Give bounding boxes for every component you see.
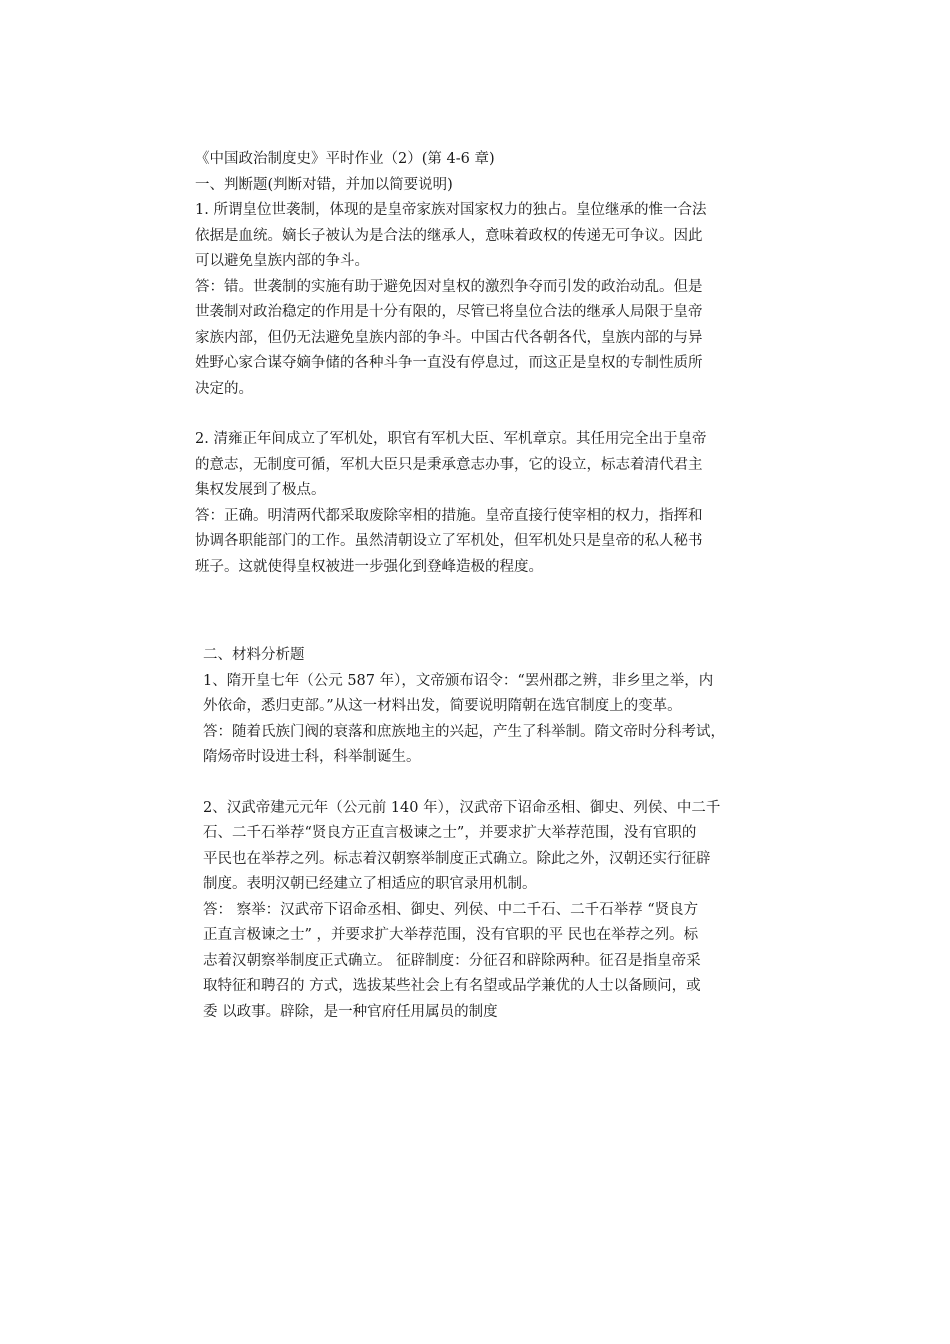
answer-line: 协调各职能部门的工作。虽然清朝设立了军机处，但军机处只是皇帝的私人秘书 <box>195 533 703 549</box>
section-heading-material: 二、材料分析题 <box>203 647 305 663</box>
answer-line: 姓野心家合谋夺嫡争储的各种斗争一直没有停息过，而这正是皇权的专制性质所 <box>195 355 703 371</box>
material-answer-1 <box>203 720 763 771</box>
answer-line: 正直言极谏之士” ，并要求扩大举荐范围，没有官职的平 民也在举荐之列。标 <box>203 927 699 943</box>
answer-line: 取特征和聘召的 方式，选拔某些社会上有名望或品学兼优的人士以备顾问，或 <box>203 978 701 994</box>
question-line: 的意志，无制度可循，军机大臣只是秉承意志办事，它的设立，标志着清代君主 <box>195 456 703 473</box>
answer-line: 隋炀帝时设进士科，科举制诞生。 <box>203 749 421 765</box>
section-heading-judgement: 一、判断题(判断对错，并加以简要说明) <box>195 176 453 193</box>
question-line: 依据是血统。嫡长子被认为是合法的继承人，意味着政权的传递无可争议。因此 <box>195 227 703 244</box>
answer-line: 决定的。 <box>195 380 253 397</box>
answer-2 <box>195 504 755 581</box>
part-two <box>203 643 763 1025</box>
answer-line: 答： 察举：汉武帝下诏命丞相、御史、列侯、中二千石、二千石举荐 “贤良方 <box>203 901 699 918</box>
answer-line: 世袭制对政治稳定的作用是十分有限的，尽管已将皇位合法的继承人局限于皇帝 <box>195 304 703 320</box>
answer-line: 家族内部，但仍无法避免皇族内部的争斗。中国古代各朝各代，皇族内部的与异 <box>195 329 703 346</box>
question-line: 平民也在举荐之列。标志着汉朝察举制度正式确立。除此之外，汉朝还实行征辟 <box>203 850 711 867</box>
question-line: 制度。表明汉朝已经建立了相适应的职官录用机制。 <box>203 876 537 892</box>
question-line: 外依命，悉归吏部。”从这一材料出发，简要说明隋朝在选官制度上的变革。 <box>203 698 682 714</box>
document-title: 《中国政治制度史》平时作业（2）(第 4-6 章) <box>195 151 495 167</box>
question-line: 集权发展到了极点。 <box>195 482 326 498</box>
question-1 <box>195 198 755 275</box>
material-answer-2 <box>203 898 763 1026</box>
question-line: 石、二千石举荐“贤良方正直言极谏之士”，并要求扩大举荐范围，没有官职的 <box>203 825 697 841</box>
spacer <box>195 402 755 427</box>
material-question-1 <box>203 669 763 720</box>
question-line: 2. 清雍正年间成立了军机处，职官有军机大臣、军机章京。其任用完全出于皇帝 <box>195 431 707 447</box>
answer-line: 班子。这就使得皇权被进一步强化到登峰造极的程度。 <box>195 558 543 575</box>
answer-line: 答：随着氏族门阀的衰落和庶族地主的兴起，产生了科举制。隋文帝时分科考试， <box>203 723 725 740</box>
question-line: 1. 所谓皇位世袭制，体现的是皇帝家族对国家权力的独占。皇位继承的惟一合法 <box>195 202 707 218</box>
answer-line: 答：正确。明清两代都采取废除宰相的措施。皇帝直接行使宰相的权力，指挥和 <box>195 507 703 524</box>
answer-line: 答：错。世袭制的实施有助于避免因对皇权的激烈争夺而引发的政治动乱。但是 <box>195 278 703 295</box>
answer-line: 志着汉朝察举制度正式确立。 征辟制度：分征召和辟除两种。征召是指皇帝采 <box>203 952 701 969</box>
material-question-2 <box>203 796 763 898</box>
answer-line: 委 以政事。辟除，是一种官府任用属员的制度 <box>203 1003 498 1020</box>
question-line: 1、隋开皇七年（公元 587 年），文帝颁布诏令：“罢州郡之辨，非乡里之举，内 <box>203 672 714 689</box>
question-line: 2、汉武帝建元元年（公元前 140 年），汉武帝下诏命丞相、御史、列侯、中二千 <box>203 799 721 816</box>
part-one <box>195 147 755 580</box>
question-2 <box>195 427 755 504</box>
answer-1 <box>195 275 755 403</box>
spacer <box>203 771 763 796</box>
question-line: 可以避免皇族内部的争斗。 <box>195 253 369 269</box>
